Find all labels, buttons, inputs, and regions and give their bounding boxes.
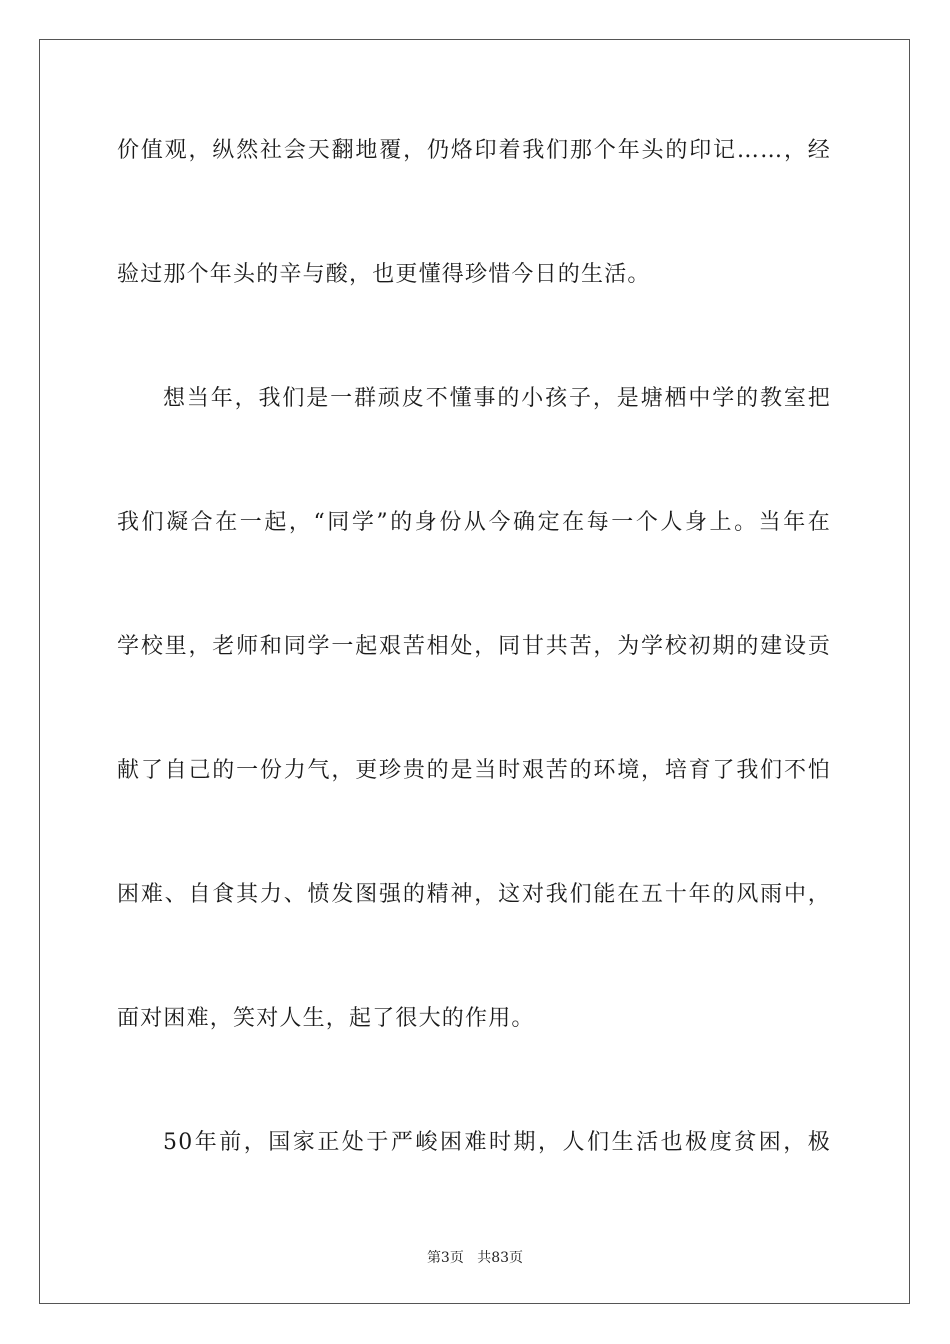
page-footer [0, 1249, 950, 1267]
text-line-5: 学校里，老师和同学一起艰苦相处，同甘共苦，为学校初期的建设贡 [117, 634, 831, 659]
text-line-3: 想当年，我们是一群顽皮不懂事的小孩子，是塘栖中学的教室把 [163, 386, 831, 411]
text-line-2: 验过那个年头的辛与酸，也更懂得珍惜今日的生活。 [117, 262, 651, 287]
text-line-8: 面对困难，笑对人生，起了很大的作用。 [117, 1006, 535, 1031]
page-number: 第3页 [426, 1250, 464, 1266]
page-border [39, 39, 910, 1304]
text-line-4: 我们凝合在一起，“同学”的身份从今确定在每一个人身上。当年在 [117, 510, 831, 535]
text-line-7: 困难、自食其力、愤发图强的精神，这对我们能在五十年的风雨中， [117, 882, 831, 907]
page-total: 共83页 [477, 1250, 524, 1266]
text-line-1: 价值观，纵然社会天翻地覆，仍烙印着我们那个年头的印记……，经 [117, 138, 831, 163]
text-line-9: 50年前，国家正处于严峻困难时期，人们生活也极度贫困，极 [163, 1130, 831, 1155]
text-line-6: 献了自己的一份力气，更珍贵的是当时艰苦的环境，培育了我们不怕 [117, 758, 831, 783]
